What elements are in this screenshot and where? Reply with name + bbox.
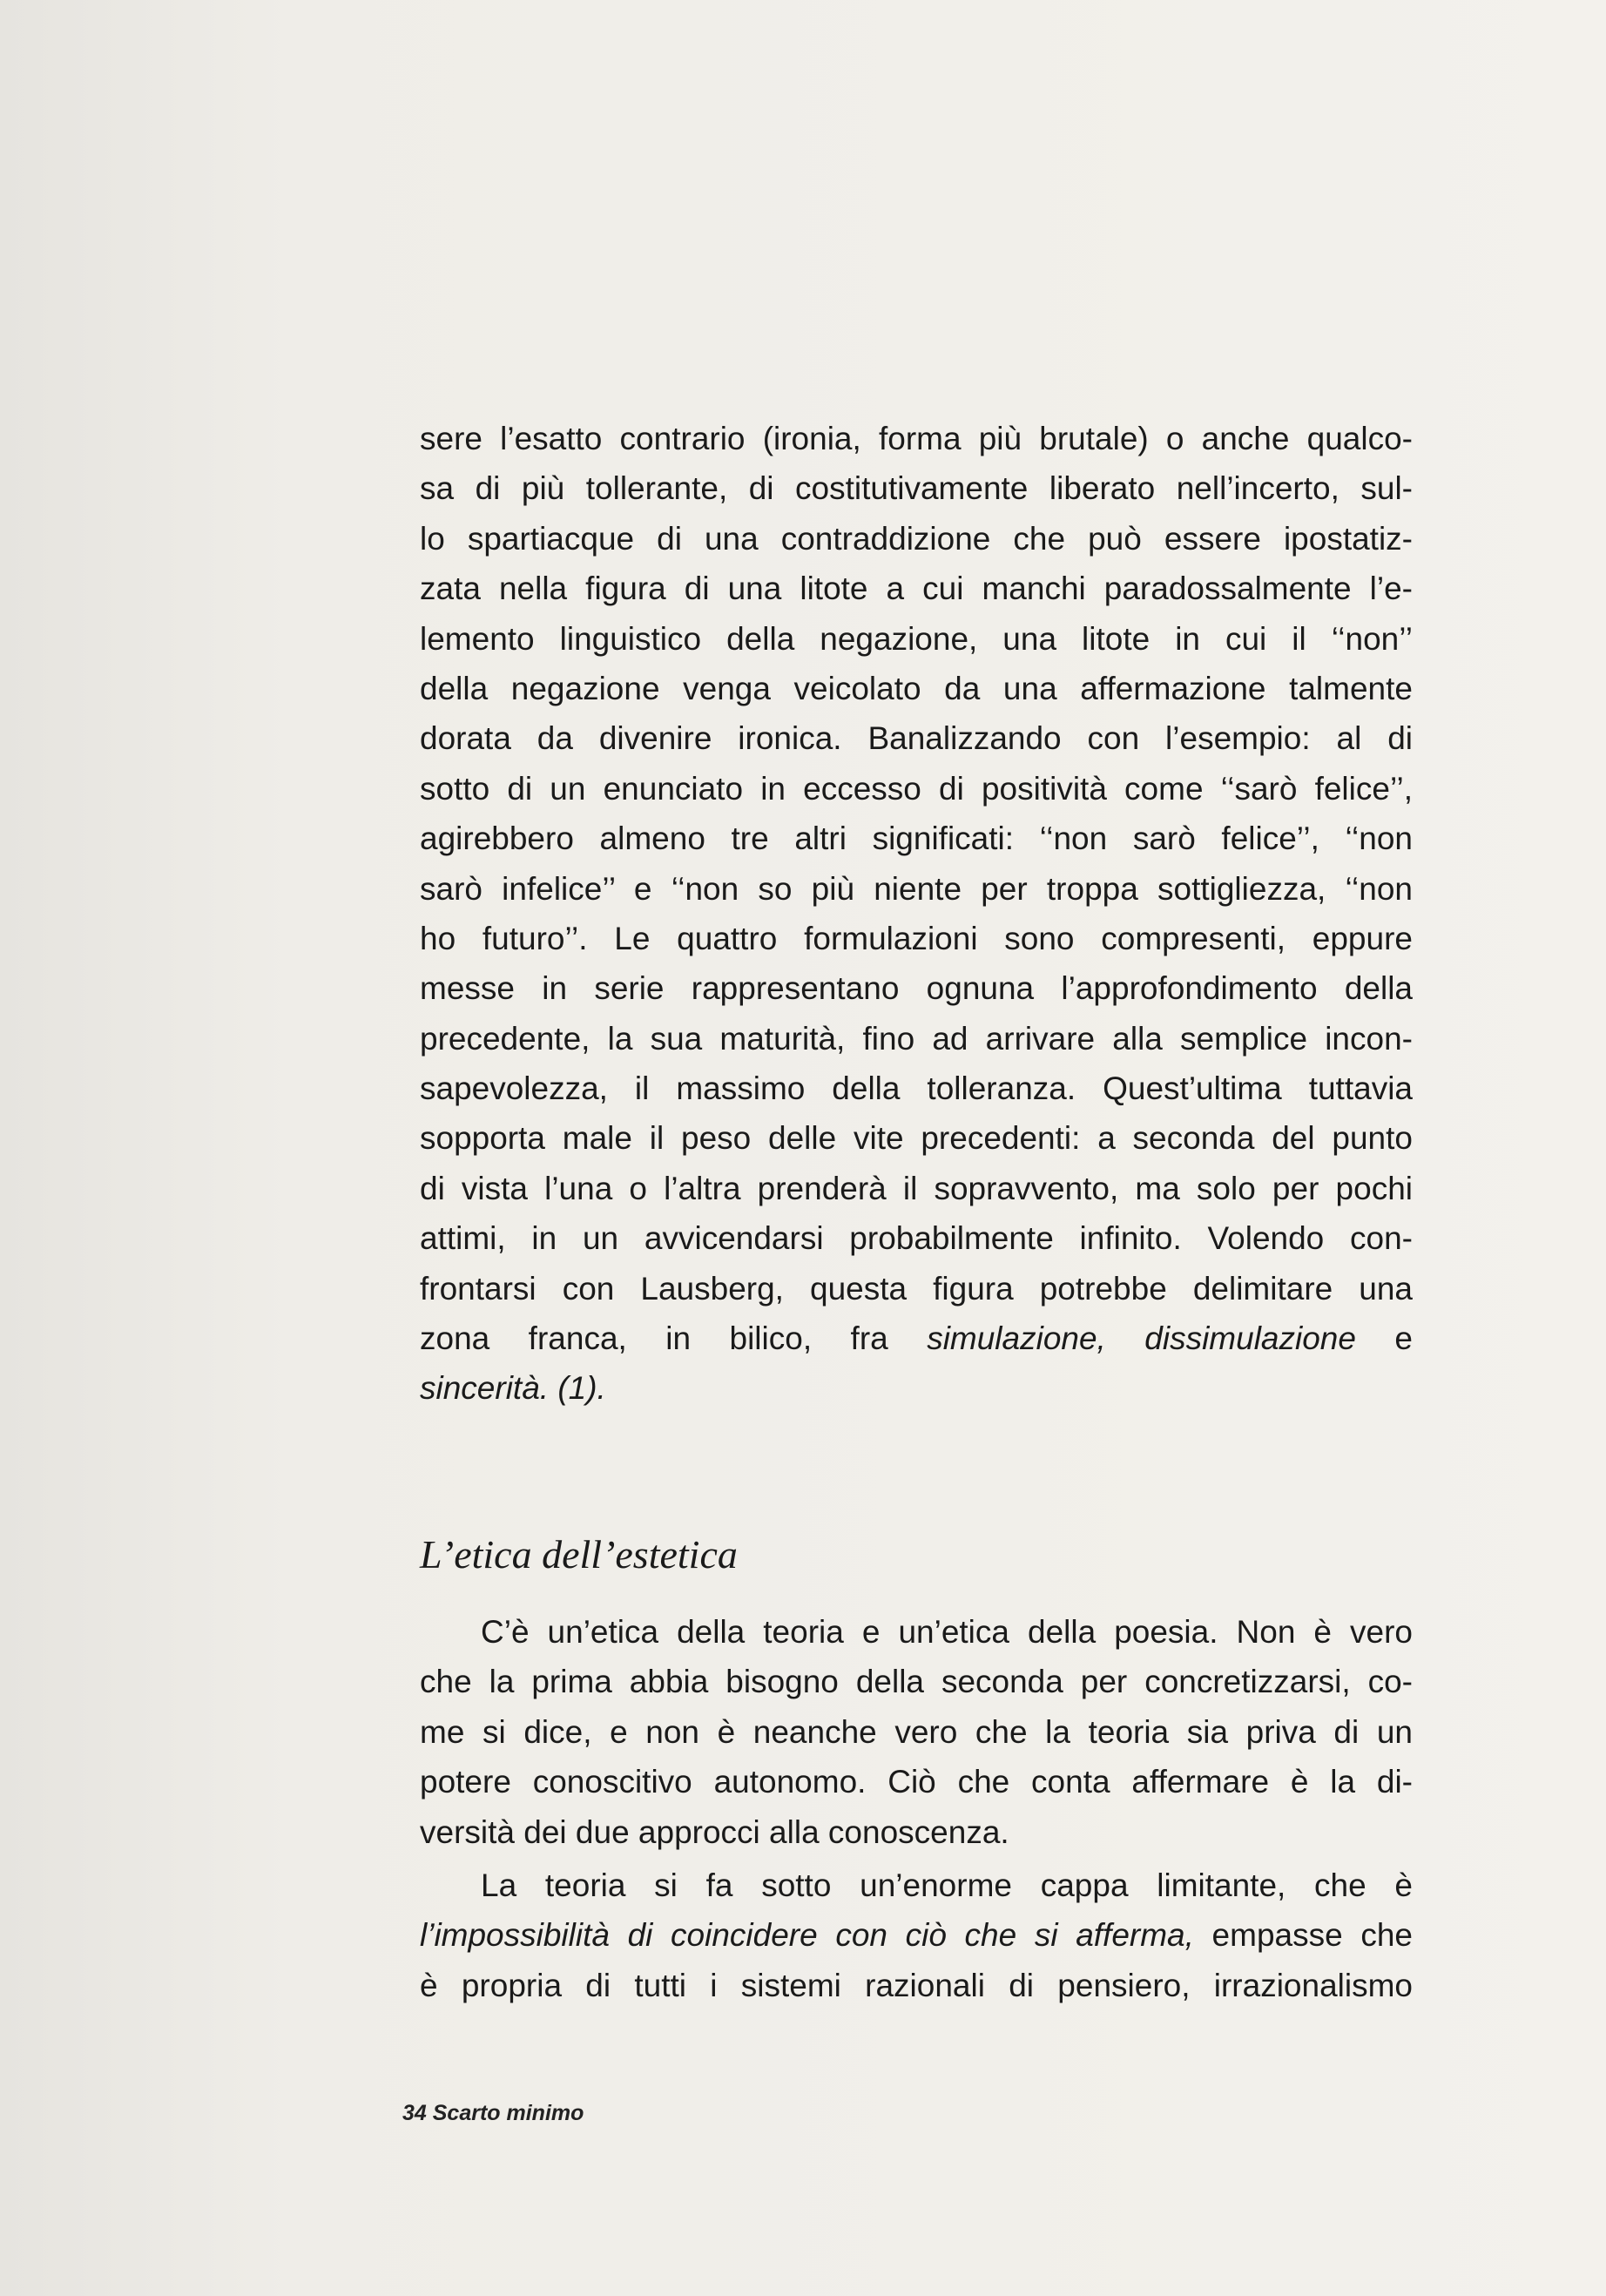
text-line: precedente, la sua maturità, fino ad arrivare alla semplice incon- [420, 1020, 1413, 1057]
text-segment: e [1355, 1320, 1413, 1357]
text-line: potere conoscitivo autonomo. Ciò che conta affermare è la di- [420, 1764, 1413, 1800]
text-line: sopporta male il peso delle vite precedenti: a seconda del punto [420, 1120, 1413, 1157]
text-line: agirebbero almeno tre altri significati: ‘‘non sarò felice’’, ‘‘non [420, 820, 1413, 857]
text-line: è propria di tutti i sistemi razionali di pensiero, irrazionalismo [420, 1967, 1413, 2003]
text-line: ho futuro’’. Le quattro formulazioni sono compresenti, eppure [420, 920, 1413, 956]
text-line [420, 1910, 1413, 1960]
text-line: sotto di un enunciato in eccesso di positività come ‘‘sarò felice’’, [420, 770, 1413, 807]
text-line: sapevolezza, il massimo della tolleranza. Quest’ultima tuttavia [420, 1070, 1413, 1107]
paragraph-ethics [420, 1607, 1413, 2010]
text-segment: empasse che [1193, 1917, 1413, 1954]
text-line: C’è un’etica della teoria e un’etica della poesia. Non è vero [481, 1614, 1413, 1650]
italic-phrase: l’impossibilità di coincidere con ciò che si afferma, [420, 1917, 1194, 1954]
text-line [420, 1313, 1413, 1363]
text-line: messe in serie rappresentano ognuna l’approfondimento della [420, 970, 1413, 1007]
text-line: attimi, in un avvicendarsi probabilmente infinito. Volendo con- [420, 1220, 1413, 1257]
section-heading: L’etica dell’estetica [420, 1532, 738, 1577]
page-footer: 34 Scarto minimo [402, 2101, 584, 2125]
italic-terms: simulazione, dissimulazione [927, 1320, 1356, 1357]
text-line: me si dice, e non è neanche vero che la teoria sia priva di un [420, 1713, 1413, 1750]
text-line: lemento linguistico della negazione, una litote in cui il ‘‘non’’ [420, 620, 1413, 657]
text-line: sa di più tollerante, di costitutivamente liberato nell’incerto, sul- [420, 470, 1413, 507]
text-line: frontarsi con Lausberg, questa figura potrebbe delimitare una [420, 1270, 1413, 1307]
text-line: zata nella figura di una litote a cui manchi paradossalmente l’e- [420, 571, 1413, 607]
text-line: di vista l’una o l’altra prenderà il sopravvento, ma solo per pochi [420, 1170, 1413, 1206]
text-line: della negazione venga veicolato da una affermazione talmente [420, 670, 1413, 706]
text-line: La teoria si fa sotto un’enorme cappa limitante, che è [481, 1867, 1413, 1903]
footnote-reference: sincerità. (1). [420, 1370, 606, 1407]
text-line: versità dei due approcci alla conoscenza. [420, 1813, 1009, 1850]
text-line: sere l’esatto contrario (ironia, forma più brutale) o anche qualco- [420, 421, 1413, 456]
text-line [420, 1363, 1413, 1413]
text-line: sarò infelice’’ e ‘‘non so più niente per troppa sottigliezza, ‘‘non [420, 870, 1413, 907]
text-segment: zona franca, in bilico, fra [420, 1320, 928, 1357]
paragraph-irony [420, 414, 1413, 1414]
text-line: lo spartiacque di una contraddizione che può essere ipostatiz- [420, 520, 1413, 557]
text-line: dorata da divenire ironica. Banalizzando con l’esempio: al di [420, 720, 1413, 757]
text-line: che la prima abbia bisogno della seconda per concretizzarsi, co- [420, 1664, 1413, 1700]
